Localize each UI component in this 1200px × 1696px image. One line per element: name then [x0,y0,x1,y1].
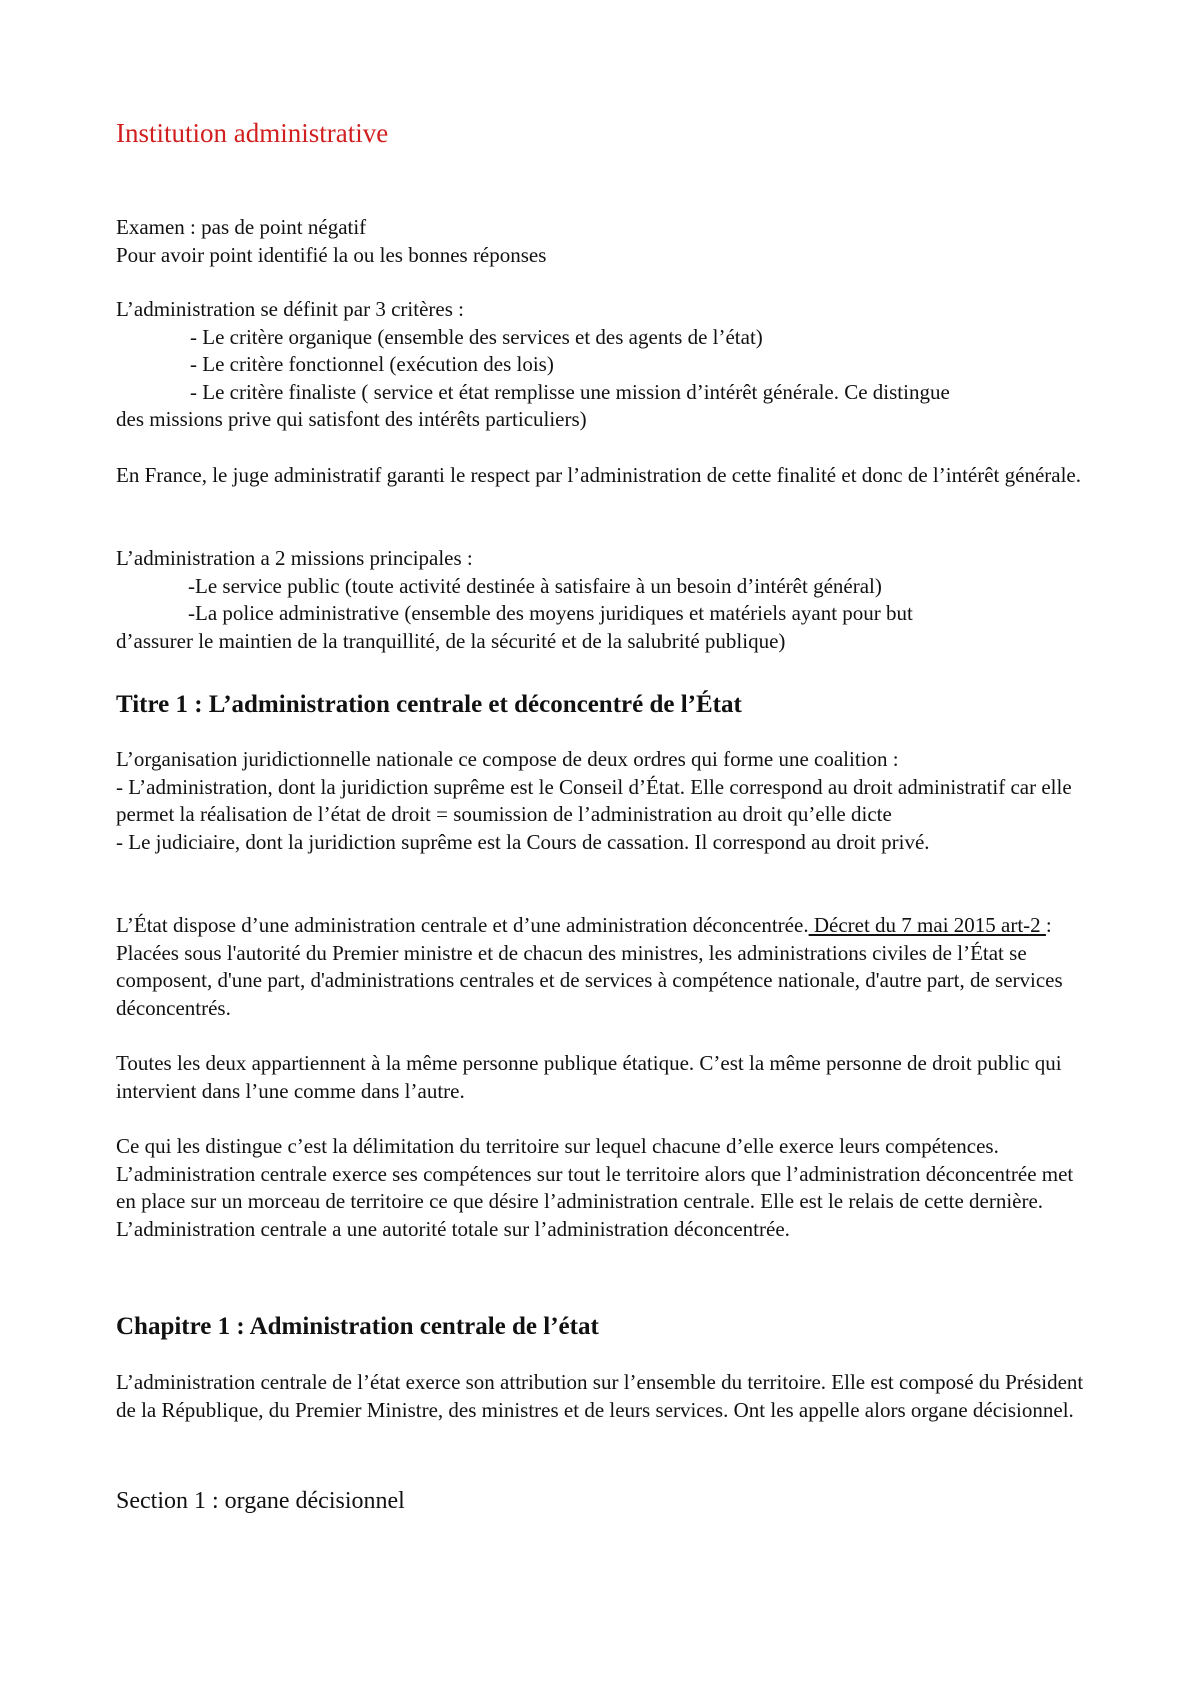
etat-text-after: : Placées sous l'autorité du Premier ministre et de chacun des ministres, les administrations civiles de l’État se composent, d'une part, d'administrations centrales et de services à compétence nationale, d'autre part, de services déconcentrés. [116,913,1063,1020]
critere-finaliste-continuation: des missions prive qui satisfont des intérêts particuliers) [116,407,587,431]
paragraph-chapitre-1: L’administration centrale de l’état exerce son attribution sur l’ensemble du territoire. Elle est composé du Président de la République, du Premier Ministre, des ministres et de leurs services. Ont les appelle alors organe décisionnel. [116,1370,1084,1422]
missions-block [116,545,1096,655]
critere-fonctionnel: - Le critère fonctionnel (exécution des lois) [190,352,554,376]
mission-police-continuation: d’assurer le maintien de la tranquillité, de la sécurité et de la salubrité publique) [116,628,786,653]
heading-titre-1: Titre 1 : L’administration centrale et déconcentré de l’État [116,691,742,718]
organisation-judiciaire: - Le judiciaire, dont la juridiction suprême est la Cours de cassation. Il correspond au droit privé. [116,829,930,854]
critere-organique: - Le critère organique (ensemble des services et des agents de l’état) [190,324,763,349]
missions-lead: L’administration a 2 missions principales : [116,546,473,570]
organisation-lead: L’organisation juridictionnelle nationale ce compose de deux ordres qui forme une coalition : [116,747,899,771]
heading-chapitre-1: Chapitre 1 : Administration centrale de l’état [116,1313,599,1340]
document-title: Institution administrative [116,118,389,148]
mission-service-public: -Le service public (toute activité destinée à satisfaire à un besoin d’intérêt général) [188,573,882,598]
mission-police-administrative: -La police administrative (ensemble des moyens juridiques et matériels ayant pour but [188,601,913,625]
heading-section-1: Section 1 : organe décisionnel [116,1488,405,1514]
paragraph-toutes-les-deux: Toutes les deux appartiennent à la même personne publique étatique. C’est la même personne de droit public qui intervient dans l’une comme dans l’autre. [116,1051,1062,1103]
etat-text-before: L’État dispose d’une administration centrale et d’une administration déconcentrée. [116,913,809,937]
intro-line-points: Pour avoir point identifié la ou les bonnes réponses [116,242,547,267]
organisation-administration: - L’administration, dont la juridiction suprême est le Conseil d’État. Elle correspond au droit administratif car elle permet la réalisation de l’état de droit = soumission de l’administration au droit qu’elle dicte [116,774,1072,826]
decret-reference: Décret du 7 mai 2015 art-2 [808,913,1046,937]
paragraph-etat-dispose [116,912,1096,1022]
paragraph-france: En France, le juge administratif garanti le respect par l’administration de cette finalité et donc de l’intérêt générale. [116,463,1082,487]
critere-finaliste: - Le critère finaliste ( service et état remplisse une mission d’intérêt générale. Ce distingue [190,379,950,404]
intro-block [116,214,1096,269]
criteres-lead: L’administration se définit par 3 critères : [116,297,464,321]
organisation-block [116,746,1096,856]
paragraph-distinction: Ce qui les distingue c’est la délimitation du territoire sur lequel chacune d’elle exerce leurs compétences. L’administration centrale exerce ses compétences sur tout le territoire alors que l’administration déconcentrée met en place sur un morceau de territoire ce que désire l’administration centrale. Elle est le relais de cette dernière. L’administration centrale a une autorité totale sur l’administration déconcentrée. [116,1134,1074,1241]
intro-line-exam: Examen : pas de point négatif [116,215,367,239]
criteres-block [116,296,1096,434]
